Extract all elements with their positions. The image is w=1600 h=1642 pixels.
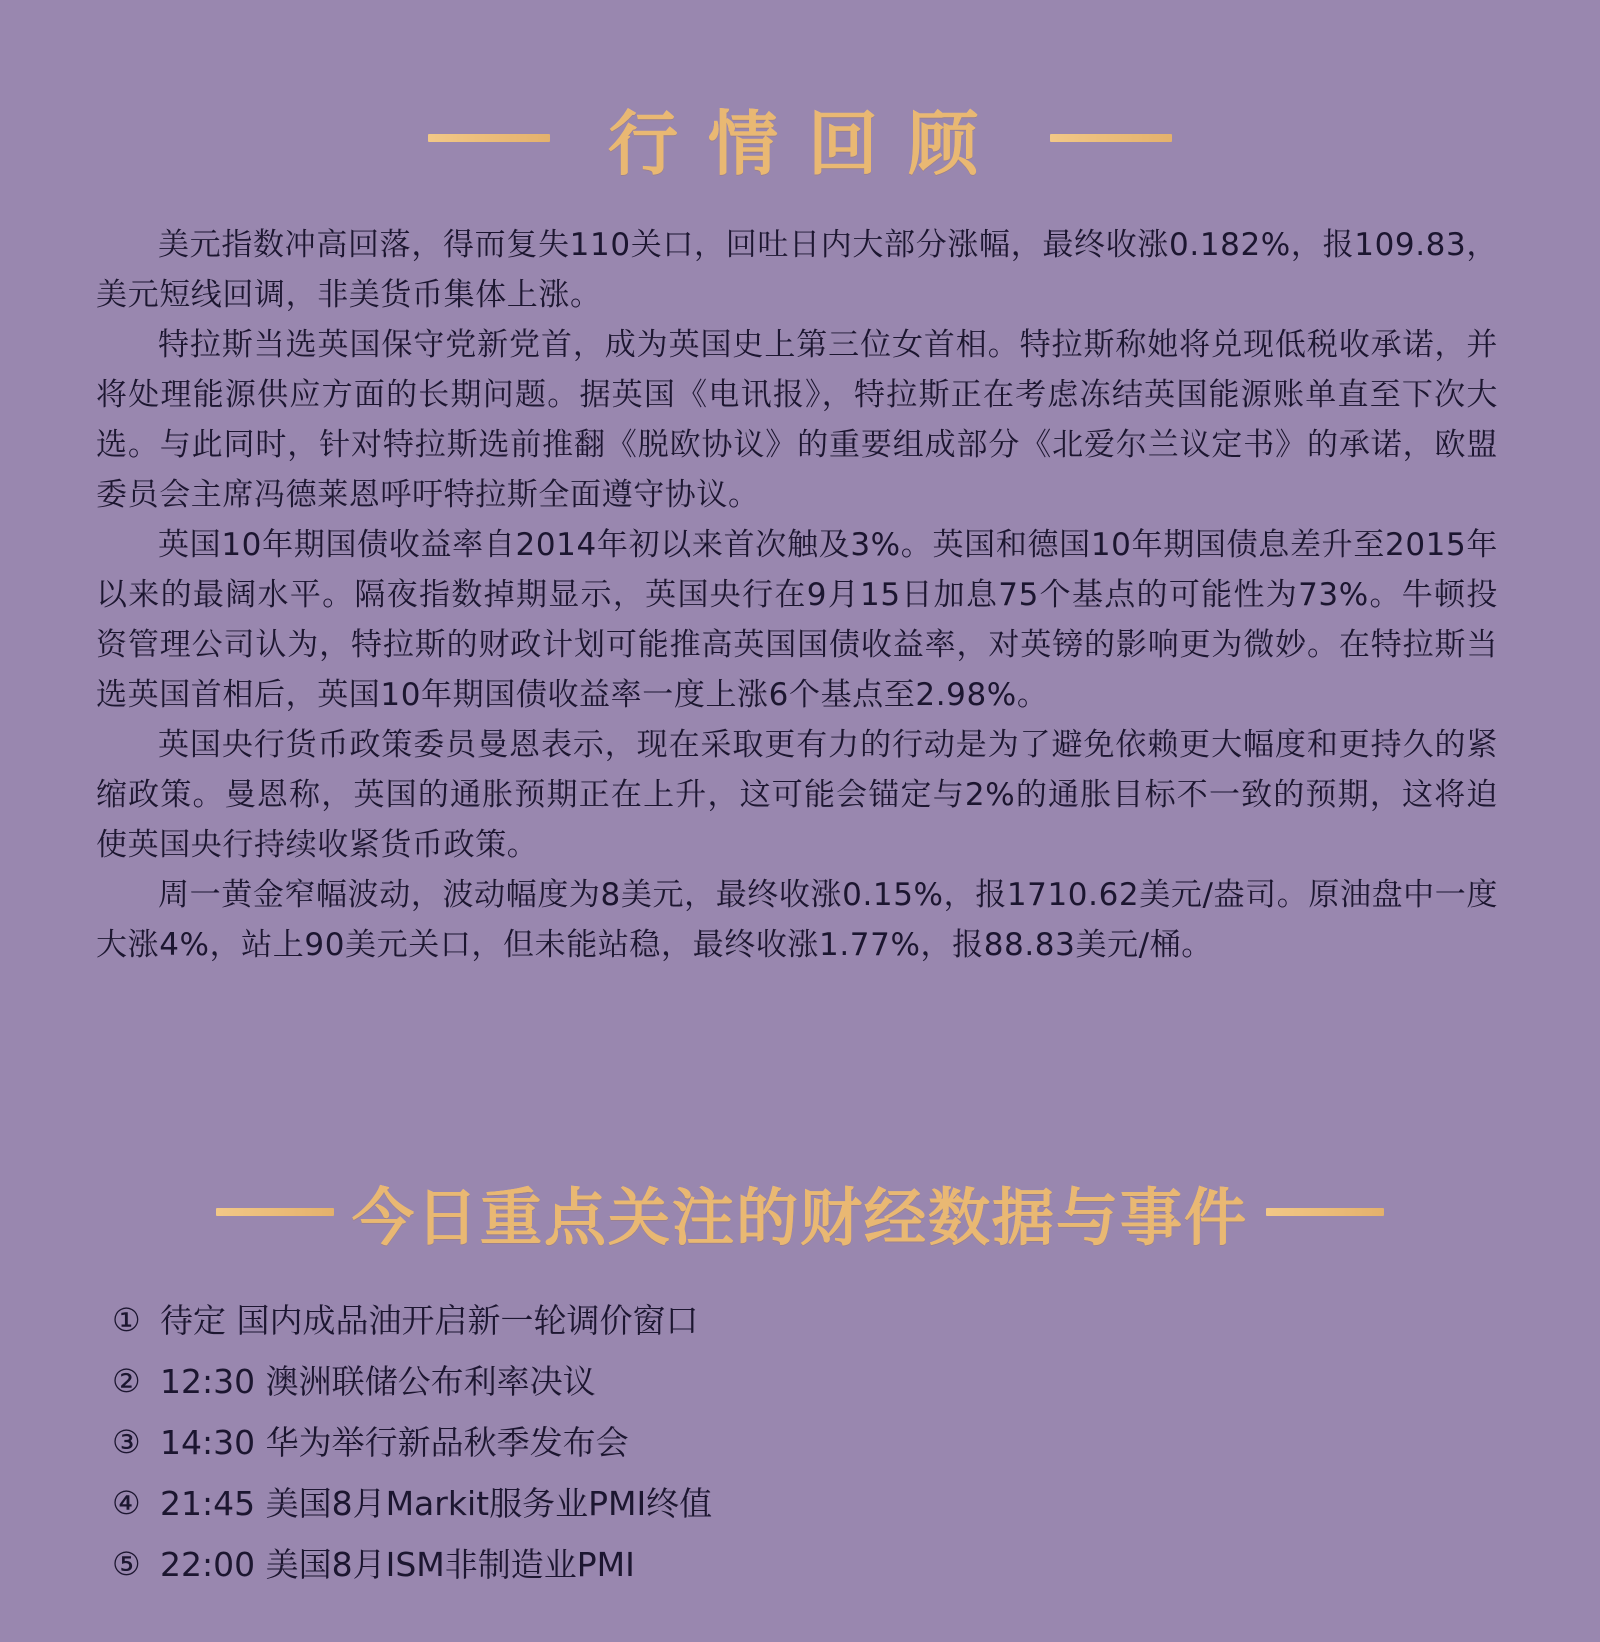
- focus-title: 今日重点关注的财经数据与事件: [351, 1180, 1248, 1254]
- paragraph-dollar-index: 美元指数冲高回落，得而复失110关口，回吐日内大部分涨幅，最终收涨0.182%，报109.83，美元短线回调，非美货币集体上涨。: [96, 227, 1498, 313]
- paragraph-uk-gilt-yield: 英国10年期国债收益率自2014年初以来首次触及3%。英国和德国10年期国债息差升至2015年以来的最阔水平。隔夜指数掉期显示，英国央行在9月15日加息75个基点的可能性为73%。牛顿投资管理公司认为，特拉斯的财政计划可能推高英国国债收益率，对英镑的影响更为微妙。在特拉斯当选英国首相后，英国10年期国债收益率一度上涨6个基点至2.98%。: [96, 527, 1498, 713]
- list-item: [112, 1351, 1412, 1412]
- event-text: 待定 国内成品油开启新一轮调价窗口: [160, 1301, 699, 1340]
- list-item: [112, 1290, 1412, 1351]
- event-list: [112, 1290, 1412, 1595]
- review-article: [96, 220, 1498, 970]
- heading-dash-right: [1266, 1208, 1384, 1216]
- review-title: 行情回顾: [608, 102, 1008, 185]
- review-heading: [0, 98, 1600, 185]
- event-text: 14:30 华为举行新品秋季发布会: [160, 1423, 629, 1462]
- heading-dash-left: [428, 134, 550, 142]
- event-text: 21:45 美国8月Markit服务业PMI终值: [160, 1484, 713, 1523]
- event-number: ③: [112, 1423, 141, 1461]
- event-number: ④: [112, 1484, 141, 1522]
- event-number: ②: [112, 1362, 141, 1400]
- paragraph-truss-elected: 特拉斯当选英国保守党新党首，成为英国史上第三位女首相。特拉斯称她将兑现低税收承诺，并将处理能源供应方面的长期问题。据英国《电讯报》，特拉斯正在考虑冻结英国能源账单直至下次大选。与此同时，针对特拉斯选前推翻《脱欧协议》的重要组成部分《北爱尔兰议定书》的承诺，欧盟委员会主席冯德莱恩呼吁特拉斯全面遵守协议。: [96, 327, 1498, 513]
- event-text: 22:00 美国8月ISM非制造业PMI: [160, 1545, 635, 1584]
- event-number: ⑤: [112, 1545, 141, 1583]
- paragraph-gold-oil: 周一黄金窄幅波动，波动幅度为8美元，最终收涨0.15%，报1710.62美元/盎司。原油盘中一度大涨4%，站上90美元关口，但未能站稳，最终收涨1.77%，报88.83美元/桶。: [96, 877, 1498, 963]
- list-item: [112, 1473, 1412, 1534]
- paragraph-boe-mann: 英国央行货币政策委员曼恩表示，现在采取更有力的行动是为了避免依赖更大幅度和更持久的紧缩政策。曼恩称，英国的通胀预期正在上升，这可能会锚定与2%的通胀目标不一致的预期，这将迫使英国央行持续收紧货币政策。: [96, 727, 1498, 863]
- event-number: ①: [112, 1301, 141, 1339]
- focus-heading: [0, 1172, 1600, 1252]
- heading-dash-right: [1050, 134, 1172, 142]
- event-text: 12:30 澳洲联储公布利率决议: [160, 1362, 596, 1401]
- list-item: [112, 1412, 1412, 1473]
- heading-dash-left: [216, 1208, 334, 1216]
- list-item: [112, 1534, 1412, 1595]
